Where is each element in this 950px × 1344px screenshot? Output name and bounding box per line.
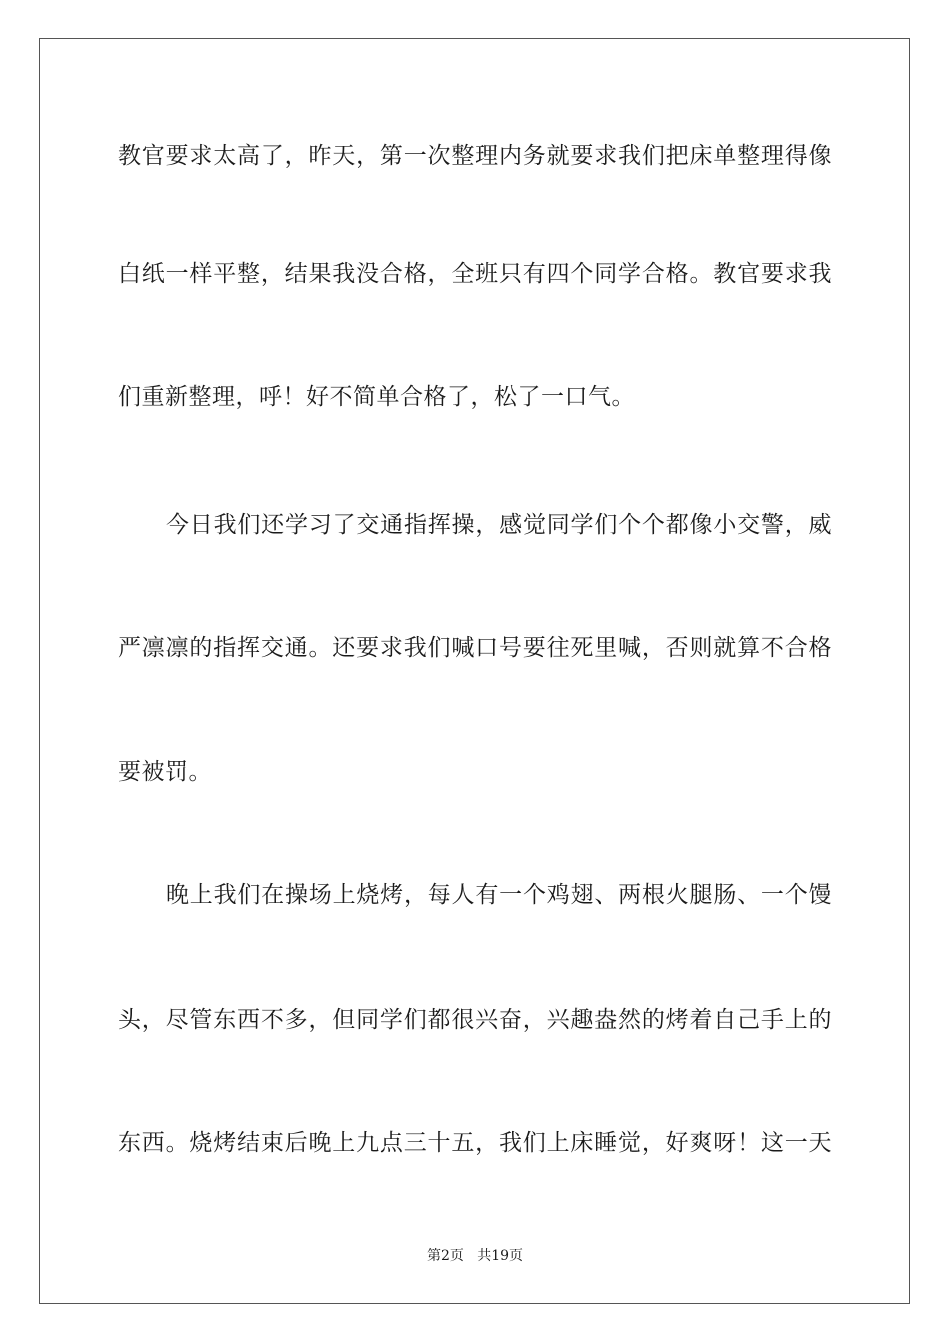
text-line: 们重新整理，呼！好不简单合格了，松了一口气。 bbox=[118, 384, 635, 410]
text-line: 东西。烧烤结束后晚上九点三十五，我们上床睡觉，好爽呀！这一天 bbox=[118, 1130, 832, 1156]
text-line: 今日我们还学习了交通指挥操，感觉同学们个个都像小交警，威 bbox=[166, 512, 832, 538]
text-line: 头，尽管东西不多，但同学们都很兴奋，兴趣盎然的烤着自己手上的 bbox=[118, 1007, 832, 1033]
text-line: 严凛凛的指挥交通。还要求我们喊口号要往死里喊，否则就算不合格 bbox=[118, 635, 832, 661]
text-line: 晚上我们在操场上烧烤，每人有一个鸡翅、两根火腿肠、一个馒 bbox=[166, 882, 832, 908]
page-number-footer: 第2页 共19页 bbox=[426, 1248, 524, 1264]
page-frame bbox=[39, 38, 910, 1304]
text-line: 教官要求太高了，昨天，第一次整理内务就要求我们把床单整理得像 bbox=[118, 143, 832, 169]
text-line: 白纸一样平整，结果我没合格，全班只有四个同学合格。教官要求我 bbox=[118, 261, 832, 287]
text-line: 要被罚。 bbox=[118, 759, 212, 785]
